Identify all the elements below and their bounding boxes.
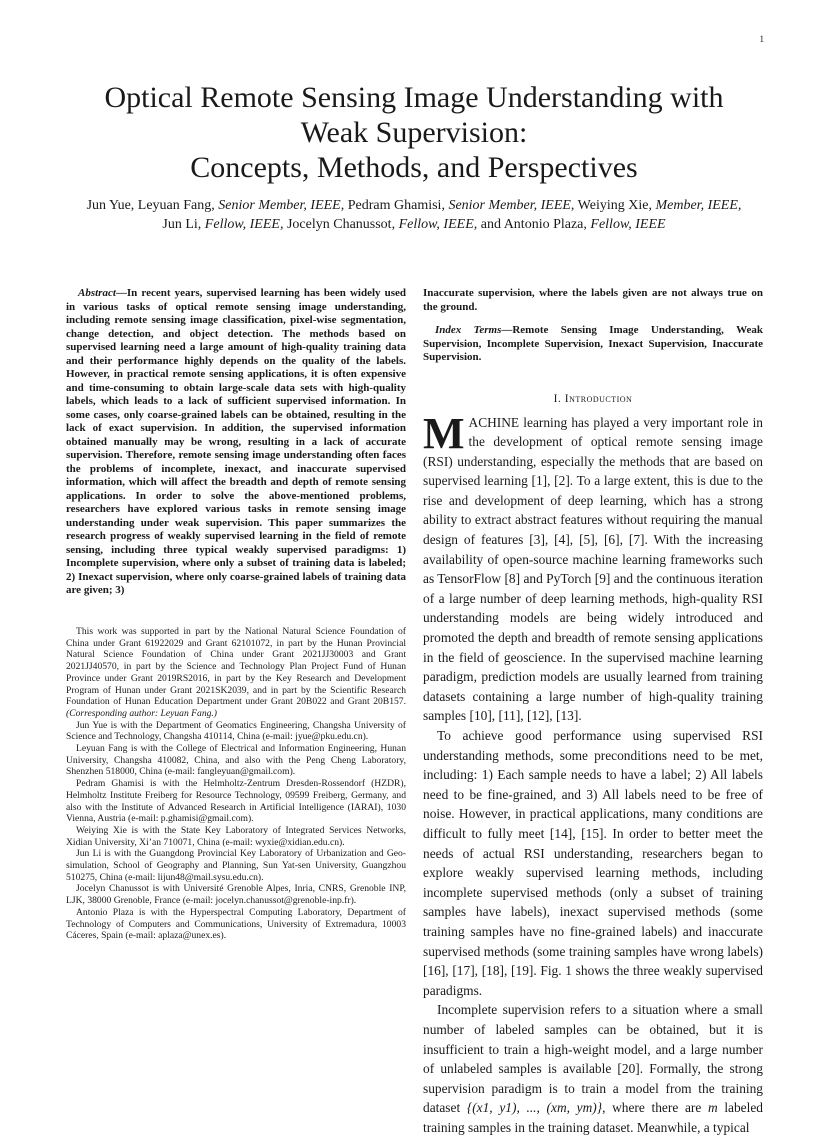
- section-heading-introduction: [423, 393, 763, 405]
- funding-text: This work was supported in part by the National Natural Science Foundation of China under Grant 61922029 and Grant 62101072, in part by the Hunan Provincial Natural Science Foundation of China under Grant 2021JJ30003 and Grant 2021JJ40570, in part by the Science and Technology Plan Project Fund of Hunan Province under Grant 2019RS2016, in part by the Key Research and Development Program of Hunan under Grant 2021SK2039, and in part by the Scientific Research Foundation of Hunan Education Department under Grant 20B022 and Grant 20B157.: [66, 626, 406, 707]
- title-line-2: Weak Supervision:: [40, 115, 788, 150]
- index-terms-lead: Index Terms: [435, 324, 501, 336]
- right-column: [423, 287, 763, 1137]
- paper-title: [40, 80, 788, 185]
- abstract-lead: Abstract: [78, 287, 116, 299]
- affiliation-footnote: Weiying Xie is with the State Key Laboratory of Integrated Services Networks, Xidian University, Xi’an 710071, China (e-mail: wyxie@xidian.edu.cn).: [66, 825, 406, 848]
- intro-paragraph-3-text: Incomplete supervision refers to a situation where a small number of labeled samples can be obtained, but it is insufficient to train a high-weight model, and a large number of unlabeled samples is available [20]. Formally, the strong supervision paradigm is to train a model from the training dataset: [423, 1002, 763, 1115]
- corresponding-author: (Corresponding author: Leyuan Fang.): [66, 708, 217, 719]
- affiliation-footnote: Jun Li is with the Guangdong Provincial Key Laboratory of Urbanization and Geo-simulation, School of Geography and Planning, Sun Yat-sen University, Guangzhou 510275, China (e-mail: lijun48@mail.sysu.edu.cn).: [66, 848, 406, 883]
- author-name: Weiying Xie,: [578, 198, 652, 213]
- intro-paragraph-3: [423, 1000, 763, 1137]
- drop-cap: M: [423, 416, 465, 452]
- index-terms-text: —Remote Sensing Image Understanding, Weak Supervision, Incomplete Supervision, Inexact Supervision, Inaccurate Supervision.: [423, 324, 763, 363]
- section-title: Introduction: [565, 393, 633, 405]
- author-role: Fellow, IEEE,: [399, 217, 478, 232]
- affiliation-footnote: Jun Yue is with the Department of Geomatics Engineering, Changsha University of Science and Technology, Changsha 410114, China (e-mail: jyue@pku.edu.cn).: [66, 720, 406, 743]
- section-numeral: I.: [554, 393, 562, 405]
- author-name: Jun Li,: [162, 217, 201, 232]
- author-role: Fellow, IEEE: [590, 217, 665, 232]
- author-name: Jocelyn Chanussot,: [287, 217, 395, 232]
- author-line-2: [40, 215, 788, 234]
- author-line-1: [40, 196, 788, 215]
- introduction-body: [423, 413, 763, 1137]
- author-role: Senior Member, IEEE,: [218, 198, 344, 213]
- intro-paragraph-1-text: ACHINE learning has played a very important role in the development of optical remote sensing image (RSI) understanding, especially the methods that are based on supervised learning [1], [2]. To a large extent, this is due to the rise and development of deep learning, which has a strong ability to extract abstract features without requiring the manual design of features [3], [4], [5], [6], [7]. With the increasing availability of open-source machine learning frameworks such as TensorFlow [8] and PyTorch [9] and the continuous iteration of a large number of deep learning methods, high-quality RSI understanding models are being widely introduced and promoted the depth and breadth of remote sensing applications in the field of geoscience. In the supervised machine learning paradigm, prediction models are usually learned from training datasets containing a large number of high-quality training samples [10], [11], [12], [13].: [423, 415, 763, 724]
- author-name: Pedram Ghamisi,: [348, 198, 445, 213]
- affiliation-footnote: Antonio Plaza is with the Hyperspectral Computing Laboratory, Department of Technology of Computers and Communications, University of Extremadura, 10003 Cáceres, Spain (e-mail: aplaza@unex.es).: [66, 907, 406, 942]
- affiliation-footnote: Pedram Ghamisi is with the Helmholtz-Zentrum Dresden-Rossendorf (HZDR), Helmholtz Institute Freiberg for Resource Technology, 09599 Freiberg, Germany, and also with the Institute of Advanced Research in Artificial Intelligence (IARAI), 1030 Vienna, Austria (e-mail: p.ghamisi@gmail.com).: [66, 778, 406, 825]
- intro-paragraph-2: To achieve good performance using supervised RSI understanding methods, some preconditions need to be met, including: 1) Each sample needs to have a label; 2) All labels need to be fine-grained, and 3) All labels need to be free of noise. However, in practical applications, many conditions are difficult to fully meet [14], [15]. In order to better meet the needs of actual RSI understanding, researchers began to explore weakly supervised learning methods, including incomplete supervised methods (only a subset of training samples have labels), inexact supervised methods (some training samples have no fine-grained labels) and inaccurate supervised methods (some training samples have wrong labels) [16], [17], [18], [19]. Fig. 1 shows the three weakly supervised paradigms.: [423, 726, 763, 1000]
- page-number: 1: [760, 34, 765, 44]
- math-dataset: {(x1, y1), ..., (xm, ym)}: [467, 1100, 602, 1115]
- index-terms: [423, 324, 763, 365]
- affiliation-footnote: Leyuan Fang is with the College of Electrical and Information Engineering, Hunan University, Changsha 410082, China, and also with the Peng Cheng Laboratory, Shenzhen 518000, China (e-mail: fangleyuan@gmail.com).: [66, 743, 406, 778]
- abstract: [66, 287, 406, 598]
- funding-footnote: [66, 626, 406, 720]
- intro-paragraph-3-text: labeled training samples in the training dataset. Meanwhile, a typical: [423, 1100, 763, 1135]
- author-name: Jun Yue,: [87, 198, 135, 213]
- intro-paragraph-3-text: , where there are: [602, 1100, 708, 1115]
- abstract-continuation: Inaccurate supervision, where the labels given are not always true on the ground.: [423, 287, 763, 314]
- left-column: [66, 287, 406, 598]
- author-role: Senior Member, IEEE,: [448, 198, 574, 213]
- author-role: Fellow, IEEE,: [205, 217, 284, 232]
- title-line-3: Concepts, Methods, and Perspectives: [40, 150, 788, 185]
- affiliation-footnote: Jocelyn Chanussot is with Université Grenoble Alpes, Inria, CNRS, Grenoble INP, LJK, 38000 Grenoble, France (e-mail: jocelyn.chanussot@grenoble-inp.fr).: [66, 883, 406, 906]
- footnotes: [66, 626, 406, 942]
- math-m: m: [708, 1100, 718, 1115]
- intro-paragraph-1: [423, 413, 763, 727]
- author-list: [40, 196, 788, 234]
- author-role: Member, IEEE,: [655, 198, 741, 213]
- abstract-text: —In recent years, supervised learning has been widely used in various tasks of optical remote sensing image understanding, including remote sensing image classification, pixel-wise segmentation, change detection, and object detection. The methods based on supervised learning need a large amount of high-quality training data and their performance highly depends on the quality of the labels. However, in practical remote sensing applications, it is often expensive and time-consuming to obtain large-scale data sets with high-quality labels, which leads to a lack of sufficient supervised information. In some cases, only coarse-grained labels can be obtained, resulting in the lack of exact supervision. In addition, the supervised information obtained manually may be wrong, resulting in a lack of accurate supervision. Therefore, remote sensing image understanding often faces the problems of incomplete, inexact, and inaccurate supervised information, which will affect the breadth and depth of remote sensing applications. In order to solve the above-mentioned problems, researchers have explored various tasks in remote sensing image understanding under weak supervision. This paper summarizes the research progress of weakly supervised learning in the field of remote sensing, including three typical weakly supervised paradigms: 1) Incomplete supervision, where only a subset of training data is labeled; 2) Inexact supervision, where only coarse-grained labels of training data are given; 3): [66, 287, 406, 596]
- author-name: and Antonio Plaza,: [481, 217, 587, 232]
- title-line-1: Optical Remote Sensing Image Understanding with: [40, 80, 788, 115]
- author-name: Leyuan Fang,: [138, 198, 215, 213]
